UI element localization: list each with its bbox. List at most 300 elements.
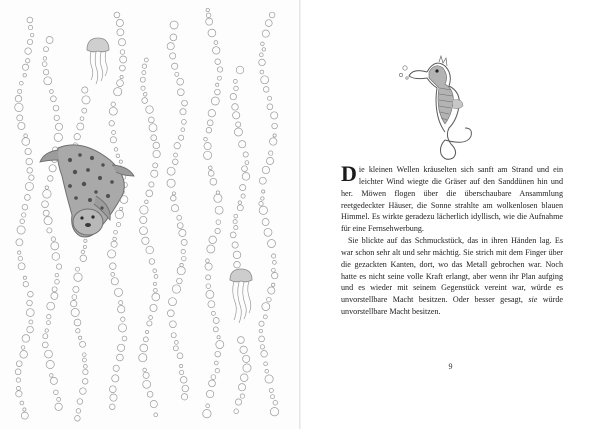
bubble <box>269 388 273 392</box>
bubble <box>273 261 277 265</box>
bubble <box>143 380 151 388</box>
bubble-columns <box>15 8 279 421</box>
bubble <box>15 95 22 102</box>
bubble <box>26 309 34 317</box>
bubble <box>19 81 23 85</box>
bubble <box>47 302 55 310</box>
bubble <box>115 210 123 218</box>
bubble <box>118 306 125 313</box>
bubble <box>206 18 213 25</box>
bubble <box>50 374 54 378</box>
bubble <box>75 416 81 422</box>
bubble <box>149 182 154 187</box>
bubble <box>43 70 48 75</box>
bubble <box>180 109 186 115</box>
bubble <box>151 170 158 177</box>
bubble <box>264 228 272 236</box>
bubble <box>213 318 219 324</box>
bubble <box>22 213 26 217</box>
bubble <box>18 251 21 254</box>
bubble <box>51 242 59 250</box>
bubble <box>206 127 212 133</box>
bubble <box>110 404 116 410</box>
bubble <box>29 320 33 324</box>
bubble <box>20 219 25 224</box>
bubble <box>26 59 30 63</box>
bubble <box>213 327 218 332</box>
bubble <box>27 39 32 44</box>
bubble <box>111 241 117 247</box>
bubble <box>142 71 146 75</box>
bubble <box>80 341 86 347</box>
bubble <box>71 300 77 306</box>
bubble <box>118 324 126 332</box>
bubble <box>268 240 276 248</box>
bubble <box>16 361 22 367</box>
bubble <box>120 207 123 210</box>
bubble <box>211 97 219 105</box>
bubble <box>148 117 154 123</box>
bubble <box>171 195 177 201</box>
bubble <box>259 59 266 66</box>
bubble <box>49 165 56 172</box>
bubble <box>215 206 223 214</box>
bubble <box>235 399 241 405</box>
bubble <box>233 112 240 119</box>
bubble <box>259 336 265 342</box>
bubble <box>117 80 124 87</box>
bubble <box>150 304 157 311</box>
bubble <box>113 365 119 371</box>
bubble <box>272 268 276 272</box>
bubble <box>146 246 154 254</box>
bubble <box>143 368 147 372</box>
bubble <box>83 369 88 374</box>
bubble <box>180 364 183 367</box>
bubble <box>44 47 49 52</box>
bubble <box>149 316 153 320</box>
bubble <box>170 34 177 41</box>
left-page-illustration <box>0 0 299 429</box>
bubble <box>203 410 211 418</box>
bubble <box>241 194 245 198</box>
bubble <box>51 96 57 102</box>
bubble <box>153 282 156 285</box>
bubble <box>265 20 272 27</box>
bubble <box>211 375 216 380</box>
bubble <box>237 205 243 211</box>
bubble <box>146 106 154 114</box>
bubble <box>18 89 22 93</box>
bubble <box>239 141 246 148</box>
bubble <box>261 351 268 358</box>
bubble <box>73 286 79 292</box>
bubble <box>243 152 248 157</box>
bubble <box>262 303 270 311</box>
bubble <box>109 386 116 393</box>
bubble <box>45 186 48 189</box>
jellyfish-bottom-illustration <box>230 269 252 323</box>
bubble <box>210 178 217 185</box>
bubble <box>20 401 24 405</box>
bubble <box>234 214 238 218</box>
bubble <box>179 229 186 236</box>
bubble <box>22 64 28 70</box>
bubble <box>23 408 26 411</box>
bubble <box>27 326 34 333</box>
bubble <box>234 409 239 414</box>
bubble <box>82 108 87 113</box>
bubble <box>172 192 175 195</box>
bubble <box>110 394 117 401</box>
bubble <box>118 39 125 46</box>
bubble <box>173 159 179 165</box>
bubble <box>23 282 28 287</box>
bubble <box>142 64 146 68</box>
bubble <box>271 395 275 399</box>
bubble <box>122 336 127 341</box>
seahorse-illustration <box>393 48 513 168</box>
bubble <box>109 107 117 115</box>
bubble <box>206 8 209 11</box>
bubble <box>207 120 213 126</box>
bubble <box>46 360 54 368</box>
bubble <box>268 287 275 294</box>
bubble <box>108 250 116 258</box>
bubble <box>147 321 152 326</box>
bubble <box>182 120 187 125</box>
bubble <box>80 388 87 395</box>
bubble <box>217 67 222 72</box>
bubble <box>177 223 183 229</box>
bubble <box>18 263 25 270</box>
bubble <box>140 227 148 235</box>
bubble <box>142 98 148 104</box>
bubble <box>206 290 214 298</box>
bubble <box>109 121 114 126</box>
bubble <box>243 364 251 372</box>
bubble <box>27 17 33 23</box>
bubble <box>181 239 187 245</box>
bubble <box>240 394 244 398</box>
bubble <box>43 57 47 61</box>
bubble <box>234 226 238 230</box>
bubble <box>15 103 23 111</box>
bubble <box>18 256 22 260</box>
bubble <box>120 56 127 63</box>
bubble <box>46 37 53 44</box>
bubble <box>20 351 28 359</box>
bubble <box>42 62 47 67</box>
bubble <box>213 47 220 54</box>
bubble <box>142 237 149 244</box>
bubble <box>182 385 189 392</box>
bubble <box>208 170 214 176</box>
bubble <box>45 329 48 332</box>
bubble <box>209 380 216 387</box>
bubble <box>233 220 237 224</box>
bubble <box>240 374 248 382</box>
bubble <box>272 123 278 129</box>
bubble <box>25 48 32 55</box>
bubble <box>206 275 211 280</box>
paragraph-1-text: ie kleinen Wellen kräuselten sich sanft am Strand und ein leichter Wind wiegte die Gräser auf den Sanddünen hin und her. Möwen flogen über die überschaubare Ansammlung reetgedeckter Häuser, die Sonne strahlte am wolkenlosen blauen Himmel. Es wirkte geradezu lächerlich idyllisch, wie die Aufnahme für eine Fernsehwerbung. <box>341 165 563 234</box>
bubble <box>16 239 23 246</box>
bubble <box>22 204 28 210</box>
bubble <box>143 93 147 97</box>
bubble <box>116 154 120 158</box>
bubble <box>119 301 123 305</box>
bubble <box>181 128 185 132</box>
bubble <box>16 391 22 397</box>
paragraph-2-text-before: Sie blickte auf das Schmuckstück, das in ihren Händen lag. Es war schon sehr alt und sehr mächtig. Sie strich mit dem Finger über die gezackten Kanten, dort, wo das Metall gebrochen war. Noch hatte es nicht seine volle Kraft erlangt, aber wenn ihr Plan aufging und es wieder mit seinem Gegenstück vereint war, würde es unvorstellbare Macht besitzen. Oder besser gesagt, <box>341 236 563 305</box>
paragraph-2-text-after: würde unvorstellbare Macht besitzen. <box>341 295 564 317</box>
bubble <box>242 166 248 172</box>
bubble <box>270 138 277 145</box>
bubble <box>172 63 178 69</box>
bubble <box>204 143 211 150</box>
bubble <box>172 285 180 293</box>
bubble <box>22 335 30 343</box>
bubble <box>170 53 176 59</box>
bubble <box>43 334 48 339</box>
bubble <box>262 190 265 193</box>
bubble <box>17 115 23 121</box>
bubble <box>174 143 180 149</box>
bubble <box>16 378 20 382</box>
bubble <box>55 273 59 277</box>
bubble <box>80 255 87 262</box>
bubble <box>149 259 155 265</box>
bubble <box>150 401 157 408</box>
bubble <box>118 344 125 351</box>
bubble <box>140 344 148 352</box>
bubble <box>206 284 211 289</box>
story-text <box>341 161 564 318</box>
bubble <box>180 377 187 384</box>
bubble <box>119 160 122 163</box>
bubble <box>152 293 160 301</box>
bubble <box>216 341 224 349</box>
bubble <box>230 232 236 238</box>
bubble <box>177 215 182 220</box>
bubble <box>27 300 33 306</box>
bubble <box>209 236 217 244</box>
bubble <box>240 346 247 353</box>
bubble <box>120 65 126 71</box>
bubble <box>179 135 184 140</box>
bubble <box>29 175 34 180</box>
bubble <box>259 53 263 57</box>
bubble <box>43 210 49 216</box>
bubble <box>25 182 33 190</box>
bubble <box>25 195 31 201</box>
bubble <box>269 151 273 155</box>
bubble <box>74 273 82 281</box>
bubble <box>260 345 264 349</box>
bubble <box>236 122 241 127</box>
bubble <box>167 167 175 175</box>
bubble <box>144 58 148 62</box>
bubble <box>149 124 157 132</box>
bubble <box>151 135 157 141</box>
bubble <box>143 337 148 342</box>
bubble <box>113 237 117 241</box>
bubble <box>140 77 145 82</box>
bubble <box>259 329 262 332</box>
bubble <box>44 77 52 85</box>
bubble <box>117 354 124 361</box>
bubble <box>206 259 210 263</box>
bubble <box>217 336 220 339</box>
bubble <box>57 397 61 401</box>
paragraph-2-emphasis: sie <box>528 295 538 305</box>
bubble <box>267 104 273 110</box>
bubble <box>259 206 267 214</box>
bubble <box>260 70 264 74</box>
bubble <box>24 134 28 138</box>
bubble <box>208 29 216 37</box>
bubble <box>233 251 241 259</box>
bubble <box>266 157 273 164</box>
bubble <box>23 74 26 77</box>
bubble <box>47 228 52 233</box>
bubble <box>27 168 33 174</box>
bubble <box>51 292 58 299</box>
bubble <box>154 275 158 279</box>
bubble <box>216 220 221 225</box>
bubble <box>55 279 60 284</box>
bubble <box>140 216 147 223</box>
bubble <box>263 87 269 93</box>
bubble <box>18 122 25 129</box>
bubble <box>47 315 51 319</box>
bubble <box>84 239 87 242</box>
bubble <box>50 90 54 94</box>
paragraph-2 <box>341 235 563 318</box>
bubble <box>25 148 31 154</box>
bubble <box>139 354 147 362</box>
bubble <box>215 369 219 373</box>
bubble <box>175 341 179 345</box>
bubble <box>182 100 188 106</box>
bubble <box>214 41 218 45</box>
bubble <box>114 288 122 296</box>
bubble <box>243 355 250 362</box>
bubble <box>181 394 187 400</box>
bubble <box>179 370 183 374</box>
bubble <box>72 295 77 300</box>
bubble <box>42 201 49 208</box>
bubble <box>80 117 84 121</box>
bubble <box>232 242 238 248</box>
bubble <box>111 102 115 106</box>
paragraph-1 <box>341 161 563 235</box>
bubble <box>204 137 208 141</box>
bubble <box>23 276 26 279</box>
bubble <box>261 76 269 84</box>
bubble <box>48 176 54 182</box>
bubble <box>154 413 158 417</box>
bubble <box>270 408 278 416</box>
bubble <box>272 283 275 286</box>
bubble <box>205 263 212 270</box>
bubble <box>234 128 242 136</box>
bubble <box>206 13 211 18</box>
page-number: 9 <box>448 362 453 371</box>
bubble <box>114 88 122 96</box>
bubble <box>117 29 124 36</box>
bubble <box>16 386 20 390</box>
bubble <box>170 321 177 328</box>
bubble <box>240 185 246 191</box>
bubble <box>173 346 178 351</box>
bubble <box>272 272 278 278</box>
bubble <box>56 264 61 269</box>
bubble <box>234 86 239 91</box>
bubble <box>147 391 153 397</box>
bubble <box>215 228 220 233</box>
bubble <box>21 412 28 419</box>
bubble <box>215 351 221 357</box>
bubble <box>47 321 51 325</box>
bubble <box>245 161 249 165</box>
bubble <box>141 86 145 90</box>
bubble <box>214 361 218 365</box>
bubble <box>177 353 183 359</box>
bubble <box>264 362 268 366</box>
bubble <box>74 319 81 326</box>
bubble <box>77 399 83 405</box>
bubble <box>268 96 272 100</box>
bubble <box>52 287 57 292</box>
bubble <box>215 59 221 65</box>
bubble <box>28 25 32 29</box>
bubble <box>112 131 116 135</box>
bubble <box>110 137 116 143</box>
bubble <box>153 142 160 149</box>
bubble <box>82 379 88 385</box>
bubble <box>171 333 176 338</box>
bubble <box>17 226 25 234</box>
bubble <box>169 298 177 306</box>
bubble <box>177 78 184 85</box>
bubble <box>153 269 157 273</box>
bubble <box>262 219 269 226</box>
bubble <box>76 329 80 333</box>
bubble <box>54 390 59 395</box>
bubble <box>81 250 85 254</box>
bubble <box>208 110 215 117</box>
bubble <box>82 96 90 104</box>
bubble <box>238 201 241 204</box>
bubble <box>271 112 278 119</box>
bubble <box>145 200 149 204</box>
bubble <box>265 369 269 373</box>
bubble <box>177 89 184 96</box>
bubble <box>215 89 221 95</box>
bubble <box>214 194 222 202</box>
bubble <box>265 375 273 383</box>
bubble <box>177 278 183 284</box>
bubble <box>174 153 178 157</box>
bubble <box>154 289 158 293</box>
bubble <box>120 75 123 78</box>
bubble <box>120 50 125 55</box>
bubble <box>45 350 53 358</box>
bubble <box>44 217 52 225</box>
bubble <box>114 230 118 234</box>
